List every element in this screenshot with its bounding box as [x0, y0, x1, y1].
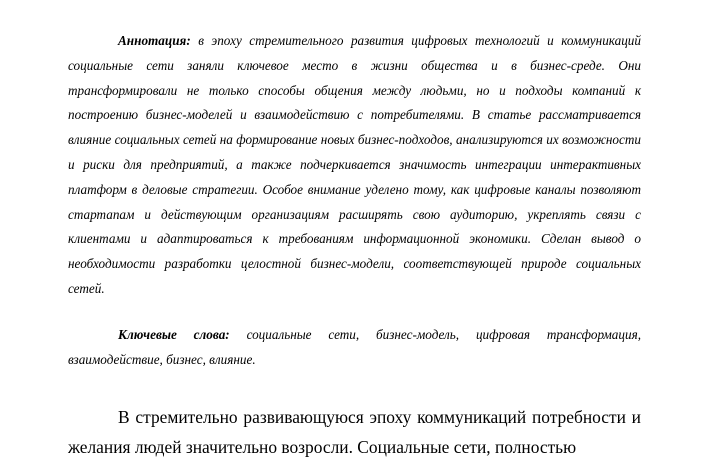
abstract-text: в эпоху стремительного развития цифровых технологий и коммуникаций социальные сети заняли ключевое место в жизни общества и в бизнес-среде. Они трансформировали не только способы общения между людьми, но и подходы компаний к построению бизнес-моделей и взаимодействию с потребителями. В статье рассматривается влияние социальных сетей на формирование новых бизнес-подходов, анализируются их возможности и риски для предприятий, а также подчеркивается значимость интеграции интерактивных платформ в деловые стратегии. Особое внимание уделено тому, как цифровые каналы позволяют стартапам и действующим организациям расширять свою аудиторию, укреплять связи с клиентами и адаптироваться к требованиям информационной экономики. Сделан вывод о необходимости разработки целостной бизнес-модели, соответствующей природе социальных сетей.: [68, 33, 641, 296]
body-paragraph: [68, 402, 641, 462]
abstract-paragraph: [68, 29, 641, 302]
keywords-text: социальные сети, бизнес-модель, цифровая трансформация, взаимодействие, бизнес, влияние.: [68, 327, 642, 367]
body-paragraph-text: В стремительно развивающуюся эпоху коммуникаций потребности и желания людей значительно возросли. Социальные сети, полностью: [68, 407, 641, 457]
keywords-paragraph: [68, 323, 641, 373]
abstract-label: Аннотация:: [118, 33, 191, 48]
keywords-label: Ключевые слова:: [118, 327, 230, 342]
